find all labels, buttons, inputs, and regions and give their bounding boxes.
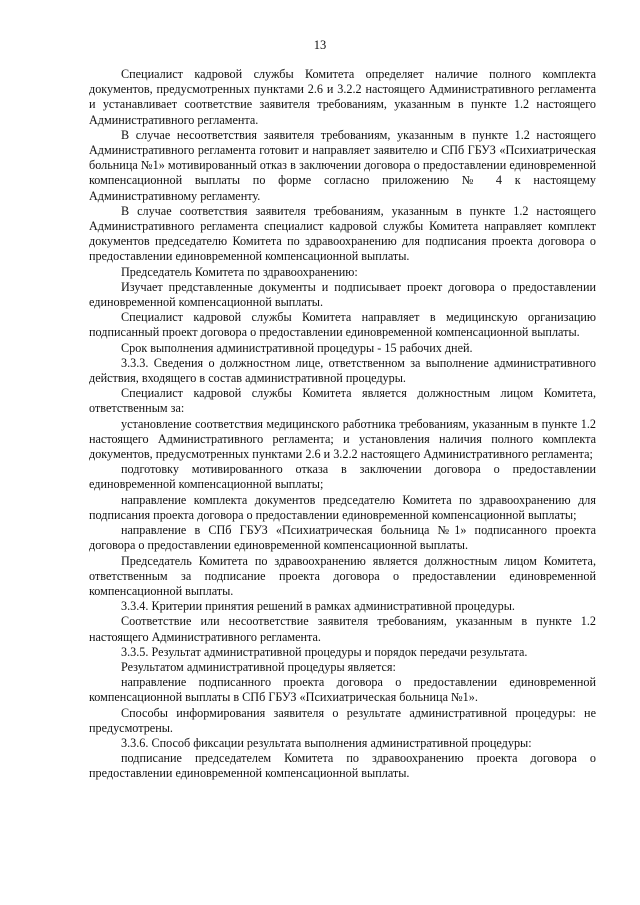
paragraph: 3.3.4. Критерии принятия решений в рамках административной процедуры.	[121, 599, 515, 614]
paragraph: 3.3.5. Результат административной процедуры и порядок передачи результата.	[121, 644, 528, 659]
paragraph: Результатом административной процедуры является:	[121, 659, 396, 674]
paragraph: направление в СПб ГБУЗ «Психиатрическая больница №1» подписанного проекта договора о предоставлении единовременной компенсационной выплаты.	[89, 523, 596, 553]
paragraph: подписание председателем Комитета по здравоохранению проекта договора о предоставлении единовременной компенсационной выплаты.	[89, 751, 596, 781]
document-body	[89, 67, 596, 782]
paragraph: Изучает представленные документы и подписывает проект договора о предоставлении единовременной компенсационной выплаты.	[89, 279, 596, 310]
paragraph: подготовку мотивированного отказа в заключении договора о предоставлении единовременной компенсационной выплаты;	[89, 462, 596, 492]
paragraph: направление комплекта документов председателю Комитета по здравоохранению для подписания проекта договора о предоставлении единовременной компенсационной выплаты;	[89, 492, 596, 522]
paragraph: Специалист кадровой службы Комитета направляет в медицинскую организацию подписанный проект договора о предоставлении единовременной компенсационной выплаты.	[89, 310, 596, 340]
paragraph: Способы информирования заявителя о результате административной процедуры: не предусмотрены.	[89, 705, 596, 735]
paragraph: Срок выполнения административной процедуры - 15 рабочих дней.	[121, 340, 473, 355]
paragraph: Специалист кадровой службы Комитета является должностным лицом Комитета, ответственным за:	[89, 386, 596, 416]
paragraph: В случае несоответствия заявителя требованиям, указанным в пункте 1.2 настоящего Административного регламента готовит и направляет заявителю и СПб ГБУЗ «Психиатрическая больница №1» мотивированный отказ в заключении договора о предоставлении единовременной компенсационной выплаты по форме согласно приложению № 4 к настоящему Административному регламенту.	[89, 127, 596, 203]
paragraph: В случае соответствия заявителя требованиям, указанным в пункте 1.2 настоящего Административного регламента специалист кадровой службы Комитета направляет комплект документов председателю Комитета по здравоохранению для подписания проекта договора о предоставлении единовременной компенсационной выплаты.	[89, 203, 596, 264]
paragraph: Специалист кадровой службы Комитета определяет наличие полного комплекта документов, предусмотренных пунктами 2.6 и 3.2.2 настоящего Административного регламента и устанавливает соответствие заявителя требованиям, указанным в пункте 1.2 настоящего Административного регламента.	[89, 67, 596, 127]
paragraph: 3.3.3. Сведения о должностном лице, ответственном за выполнение административного действия, входящего в состав административной процедуры.	[89, 355, 596, 386]
paragraph: Председатель Комитета по здравоохранению является должностным лицом Комитета, ответственным за подписание проекта договора о предоставлении единовременной компенсационной выплаты.	[89, 553, 596, 598]
paragraph: Председатель Комитета по здравоохранению:	[121, 264, 358, 279]
paragraph: Соответствие или несоответствие заявителя требованиям, указанным в пункте 1.2 настоящего Административного регламента.	[89, 614, 596, 644]
paragraph: направление подписанного проекта договора о предоставлении единовременной компенсационной выплаты в СПб ГБУЗ «Психиатрическая больница №1».	[89, 675, 596, 705]
page-number: 13	[313, 38, 327, 52]
paragraph: установление соответствия медицинского работника требованиям, указанным в пункте 1.2 настоящего Административного регламента; и установления наличия полного комплекта документов, предусмотренных пунктами 2.6 и 3.2.2 настоящего Административного регламента;	[89, 416, 596, 462]
paragraph: 3.3.6. Способ фиксации результата выполнения административной процедуры:	[121, 735, 532, 750]
